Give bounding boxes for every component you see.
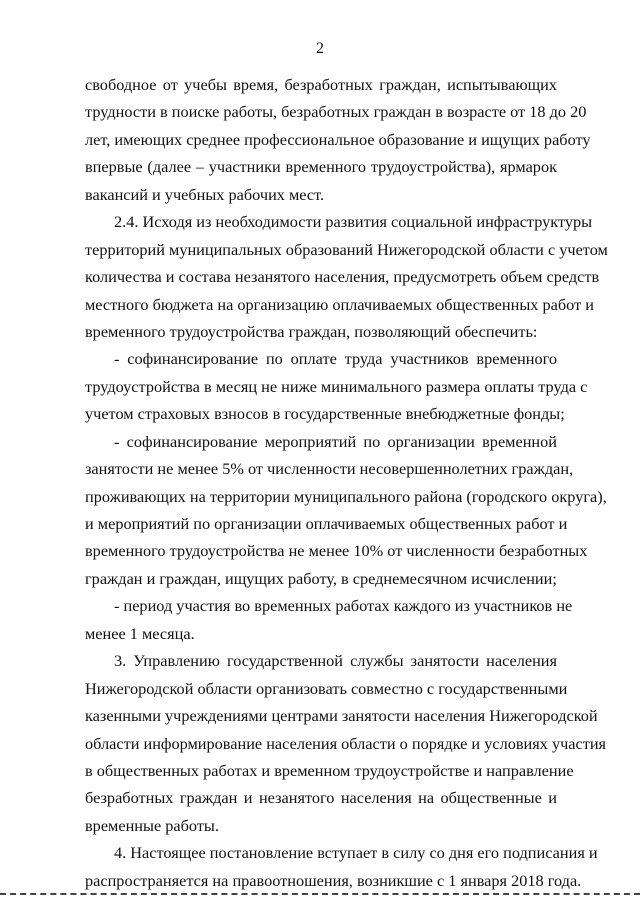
- text-line: 4. Настоящее постановление вступает в силу со дня его подписания и: [114, 843, 598, 863]
- text-line: - софинансирование по оплате труда участников временного: [114, 349, 557, 369]
- paragraph: [85, 839, 598, 894]
- text-line: временного трудоустройства не менее 10% от численности безработных: [85, 541, 588, 561]
- paragraph: [85, 71, 591, 208]
- text-line: впервые (далее – участники временного трудоустройства), ярмарок: [85, 157, 557, 177]
- scan-edge-divider: [0, 893, 640, 895]
- paragraph: [85, 208, 608, 345]
- text-line: лет, имеющих среднее профессиональное образование и ищущих работу: [85, 129, 591, 149]
- text-line: временные работы.: [85, 815, 219, 835]
- text-line: и мероприятий по организации оплачиваемых общественных работ и: [85, 514, 568, 533]
- text-line: Нижегородской области организовать совместно с государственными: [85, 678, 568, 698]
- text-line: свободное от учебы время, безработных граждан, испытывающих: [85, 75, 557, 94]
- text-line: местного бюджета на организацию оплачиваемых общественных работ и: [85, 294, 594, 314]
- text-line: трудности в поиске работы, безработных граждан в возрасте от 18 до 20: [85, 102, 587, 122]
- text-line: граждан и граждан, ищущих работу, в среднемесячном исчислении;: [85, 568, 557, 588]
- text-line: 3. Управлению государственной службы занятости населения: [114, 651, 557, 671]
- text-line: учетом страховых взносов в государственные внебюджетные фонды;: [85, 404, 565, 424]
- paragraph: [85, 428, 607, 593]
- text-line: менее 1 месяца.: [85, 623, 195, 643]
- paragraph: [85, 592, 573, 647]
- paragraph: [85, 345, 588, 427]
- text-line: территорий муниципальных образований Нижегородской области с учетом: [85, 239, 608, 259]
- text-line: проживающих на территории муниципального района (городского округа),: [85, 486, 607, 506]
- text-line: вакансий и учебных рабочих мест.: [85, 184, 325, 204]
- text-line: количества и состава незанятого населения, предусмотреть объем средств: [85, 267, 600, 287]
- text-line: занятости не менее 5% от численности несовершеннолетних граждан,: [85, 459, 574, 479]
- text-line: в общественных работах и временном трудоустройстве и направление: [85, 760, 574, 780]
- text-line: временного трудоустройства граждан, позволяющий обеспечить:: [85, 321, 538, 341]
- text-line: - период участия во временных работах каждого из участников не: [114, 596, 573, 616]
- text-line: 2.4. Исходя из необходимости развития социальной инфраструктуры: [114, 212, 593, 232]
- text-line: распространяется на правоотношения, возникшие с 1 января 2018 года.: [85, 870, 582, 890]
- paragraph: [85, 647, 607, 839]
- text-line: - софинансирование мероприятий по организации временной: [114, 431, 557, 451]
- text-line: казенными учреждениями центрами занятости населения Нижегородской: [85, 706, 598, 726]
- text-line: безработных граждан и незанятого населения на общественные и: [85, 788, 557, 808]
- text-line: трудоустройства в месяц не ниже минимального размера оплаты труда с: [85, 376, 588, 396]
- page-number: 2: [316, 40, 324, 57]
- text-line: области информирование населения области о порядке и условиях участия: [85, 733, 607, 753]
- document-body: [85, 71, 608, 894]
